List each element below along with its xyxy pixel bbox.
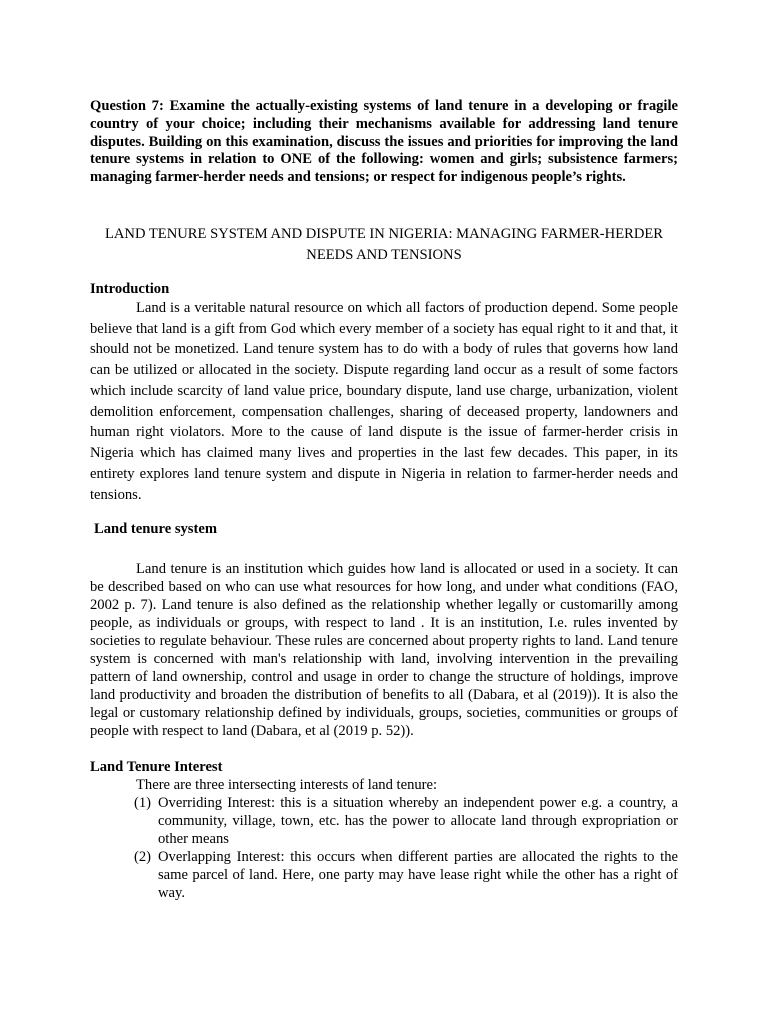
land-tenure-system-heading: Land tenure system — [94, 521, 217, 538]
land-tenure-interest-heading: Land Tenure Interest — [90, 759, 223, 776]
document-page — [90, 98, 678, 902]
list-item-text: Overriding Interest: this is a situation whereby an independent power e.g. a country, a community, village, town, etc. has the power to allocate land through expropriation or other means — [158, 795, 678, 848]
land-tenure-system-paragraph: Land tenure is an institution which guides how land is allocated or used in a society. It can be described based on who can use what resources for how long, and under what conditions (FAO, 2002 p. 7). Land tenure is also defined as the relationship whether legally or customarilly among people, as individuals or groups, with respect to land . It is an institution, I.e. rules invented by societies to regulate behaviour. These rules are concerned about property rights to land. Land tenure system is concerned with man's relationship with land, involving intervention in the prevailing pattern of land ownership, control and usage in order to change the structure of holdings, improve land productivity and broaden the distribution of benefits to all (Dabara, et al (2019)). It is also the legal or customary relationship defined by individuals, groups, societies, communities or groups of people with respect to land (Dabara, et al (2019 p. 52)). — [90, 561, 678, 740]
list-item-number: (1) — [134, 795, 152, 812]
document-title: LAND TENURE SYSTEM AND DISPUTE IN NIGERIA: MANAGING FARMER-HERDER NEEDS AND TENSIONS — [104, 225, 664, 263]
list-item — [134, 794, 678, 848]
introduction-heading: Introduction — [90, 280, 170, 297]
list-item — [134, 848, 678, 902]
question-text: Question 7: Examine the actually-existing systems of land tenure in a developing or fragile country of your choice; including their mechanisms available for addressing land tenure disputes. Building on this examination, discuss the issues and priorities for improving the land tenure systems in relation to ONE of the following: women and girls; subsistence farmers; managing farmer-herder needs and tensions; or respect for indigenous people’s rights. — [90, 98, 678, 186]
land-tenure-interest-list — [90, 794, 678, 902]
list-item-text: Overlapping Interest: this occurs when different parties are allocated the rights to the same parcel of land. Here, one party may have lease right while the other has a right of way. — [158, 849, 678, 902]
land-tenure-interest-lead: There are three intersecting interests of land tenure: — [136, 777, 438, 794]
list-item-number: (2) — [134, 849, 152, 866]
introduction-paragraph: Land is a veritable natural resource on which all factors of production depend. Some people believe that land is a gift from God which every member of a society has equal right to it and that, it should not be monetized. Land tenure system has to do with a body of rules that governs how land can be utilized or allocated in the society. Dispute regarding land occur as a result of some factors which include scarcity of land value price, boundary dispute, land use charge, urbanization, violent demolition enforcement, compensation challenges, sharing of deceased property, landowners and human right violators. More to the cause of land dispute is the issue of farmer-herder crisis in Nigeria which has claimed many lives and properties in the last few decades. This paper, in its entirety explores land tenure system and dispute in Nigeria in relation to farmer-herder needs and tensions. — [90, 299, 678, 503]
